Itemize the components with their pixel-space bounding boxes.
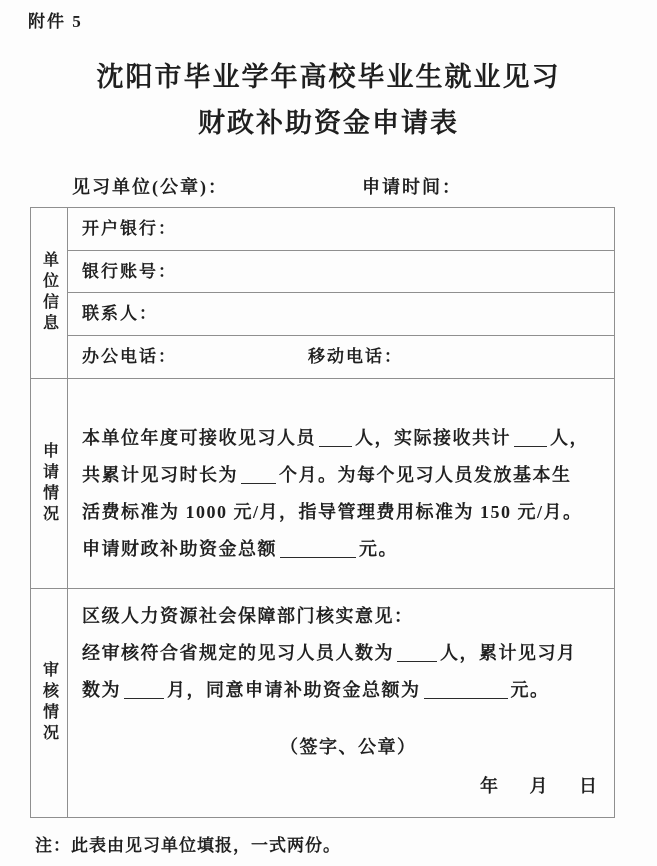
date-month-label: 月: [529, 776, 549, 796]
attachment-label: 附件 5: [28, 12, 83, 31]
blank-annual-capacity: [319, 429, 352, 447]
review-line3-text3: 元。: [510, 680, 550, 700]
section-application: [31, 378, 614, 588]
row-account: [68, 251, 614, 294]
application-line1-text1: 本单位年度可接收见习人员: [82, 428, 316, 448]
form-title-line1: 沈阳市毕业学年高校毕业生就业见习: [96, 62, 561, 92]
blank-total-months: [241, 466, 276, 484]
review-line1-text: 区级人力资源社会保障部门核实意见：: [82, 606, 414, 626]
application-line2-text2: 个月。为每个见习人员发放基本生: [279, 465, 572, 485]
section-unit-info-content: [68, 208, 614, 378]
form-header-line: [0, 173, 657, 199]
application-line3-text: 活费标准为 1000 元/月，指导管理费用标准为 150 元/月。: [82, 502, 583, 522]
review-line3-text2: 月，同意申请补助资金总额为: [167, 680, 421, 700]
section-unit-info-label-cell: [31, 208, 68, 378]
review-line2-text2: 人，累计见习月: [440, 643, 577, 663]
review-line2: [82, 635, 610, 672]
form-table: [30, 207, 615, 818]
date-year-label: 年: [480, 776, 500, 796]
review-paragraph: [68, 589, 614, 805]
bank-label: 开户银行：: [82, 219, 177, 238]
section-application-label-cell: [31, 379, 68, 588]
application-paragraph: [68, 379, 614, 568]
blank-approved-subsidy: [424, 681, 508, 699]
application-line3: [82, 494, 610, 531]
application-line1-text2: 人，实际接收共计: [355, 428, 511, 448]
apply-time-label: 申请时间：: [362, 177, 462, 197]
blank-verified-count: [397, 644, 437, 662]
date-day-label: 日: [579, 776, 599, 796]
application-line1-text3: 人，: [550, 428, 589, 448]
blank-actual-received: [514, 429, 547, 447]
section-unit-info-label: 单位信息: [40, 251, 58, 335]
row-contact: [68, 293, 614, 336]
review-line3-text1: 数为: [82, 680, 121, 700]
review-line3: [82, 672, 610, 709]
contact-label: 联系人：: [82, 304, 158, 323]
section-review: [31, 588, 614, 817]
blank-total-subsidy: [280, 540, 356, 558]
section-review-label: 审核情况: [40, 661, 58, 745]
mobile-phone-label: 移动电话：: [308, 346, 403, 366]
section-review-content: [68, 589, 614, 817]
application-line2-text1: 共累计见习时长为: [82, 465, 238, 485]
application-line4-text1: 申请财政补助资金总额: [82, 539, 277, 559]
signature-seal-label: （签字、公章）: [280, 737, 417, 757]
application-line4-text2: 元。: [359, 539, 398, 559]
review-line1: [82, 598, 610, 635]
application-line2: [82, 457, 610, 494]
section-review-label-cell: [31, 589, 68, 817]
date-line: [82, 768, 610, 805]
account-label: 银行账号：: [82, 261, 177, 281]
section-application-content: [68, 379, 614, 588]
application-line1: [82, 420, 610, 457]
unit-seal-label: 见习单位(公章)：: [72, 177, 228, 197]
signature-line: [82, 729, 610, 766]
blank-verified-months: [124, 681, 164, 699]
review-line2-text1: 经审核符合省规定的见习人员人数为: [82, 643, 394, 663]
row-bank: [68, 208, 614, 251]
office-phone-label: 办公电话：: [82, 346, 177, 366]
footer-note: 注：此表由见习单位填报，一式两份。: [35, 836, 341, 855]
row-phones: [68, 336, 614, 379]
form-title-line2: 财政补助资金申请表: [198, 108, 459, 138]
application-line4: [82, 531, 610, 568]
form-title: [0, 54, 657, 146]
section-unit-info: [31, 208, 614, 378]
section-application-label: 申请情况: [40, 441, 58, 526]
